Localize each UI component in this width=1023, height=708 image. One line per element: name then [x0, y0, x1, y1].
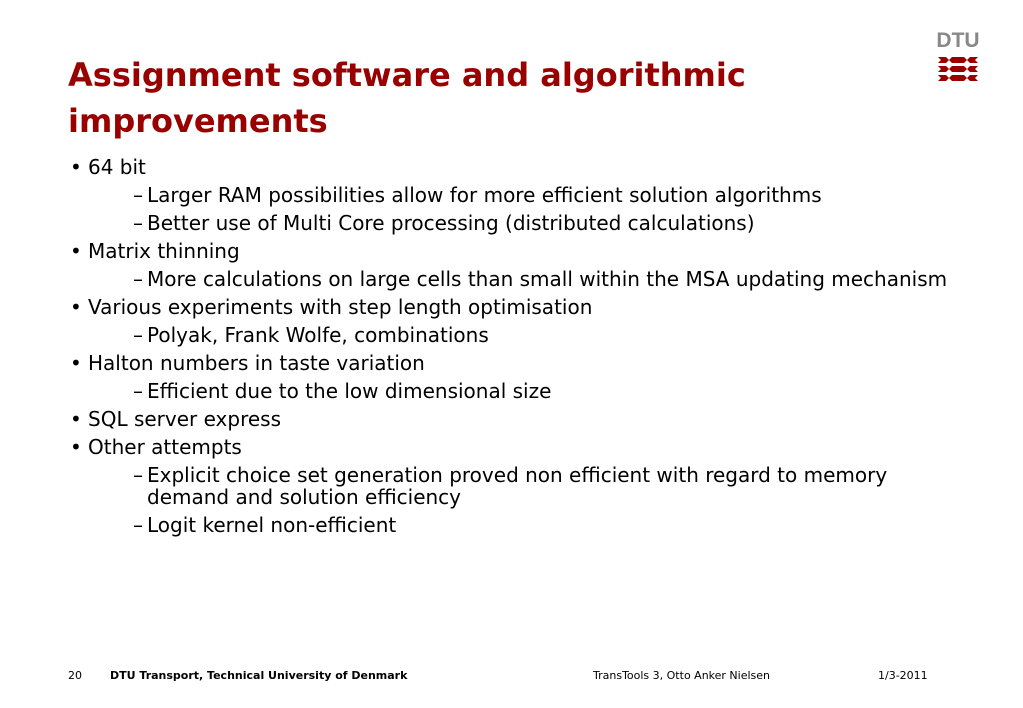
sub-bullet-marker: –	[133, 211, 143, 235]
sub-bullet-marker: –	[133, 379, 143, 403]
dtu-logo-icon	[936, 28, 980, 86]
bullet-marker: •	[70, 155, 82, 179]
sub-bullet-marker: –	[133, 183, 143, 207]
sub-bullet-item	[128, 380, 950, 402]
footer-page-number: 20	[68, 669, 82, 682]
bullet-list	[70, 156, 950, 542]
sub-bullet-list	[88, 184, 950, 234]
sub-bullet-item	[128, 514, 950, 536]
slide-title: Assignment software and algorithmic improvements	[68, 56, 746, 140]
sub-bullet-text: Explicit choice set generation proved non efficient with regard to memory demand and solution efficiency	[147, 463, 888, 509]
bullet-text: SQL server express	[88, 407, 282, 431]
footer-date: 1/3-2011	[878, 669, 928, 682]
sub-bullet-marker: –	[133, 513, 143, 537]
bullet-text: Halton numbers in taste variation	[88, 351, 425, 375]
bullet-marker: •	[70, 351, 82, 375]
logo-text: DTU	[936, 29, 980, 52]
sub-bullet-text: Logit kernel non-efficient	[147, 513, 397, 537]
bullet-text: Matrix thinning	[88, 239, 240, 263]
sub-bullet-list	[88, 324, 950, 346]
sub-bullet-list	[88, 380, 950, 402]
sub-bullet-marker: –	[133, 463, 143, 487]
sub-bullet-item	[128, 268, 950, 290]
sub-bullet-marker: –	[133, 323, 143, 347]
bullet-marker: •	[70, 407, 82, 431]
bullet-text: Other attempts	[88, 435, 242, 459]
bullet-item-step-length	[70, 296, 950, 346]
sub-bullet-item	[128, 464, 950, 508]
sub-bullet-text: Larger RAM possibilities allow for more efficient solution algorithms	[147, 183, 822, 207]
sub-bullet-text: More calculations on large cells than small within the MSA updating mechanism	[147, 267, 948, 291]
sub-bullet-text: Polyak, Frank Wolfe, combinations	[147, 323, 489, 347]
sub-bullet-text: Efficient due to the low dimensional size	[147, 379, 552, 403]
sub-bullet-item	[128, 184, 950, 206]
sub-bullet-marker: –	[133, 267, 143, 291]
bullet-item-sql-server	[70, 408, 950, 430]
bullet-item-other-attempts	[70, 436, 950, 536]
bullet-item-64-bit	[70, 156, 950, 234]
sub-bullet-item	[128, 212, 950, 234]
bullet-text: Various experiments with step length optimisation	[88, 295, 593, 319]
bullet-marker: •	[70, 239, 82, 263]
sub-bullet-item	[128, 324, 950, 346]
sub-bullet-list	[88, 268, 950, 290]
sub-bullet-text: Better use of Multi Core processing (distributed calculations)	[147, 211, 755, 235]
bullet-marker: •	[70, 295, 82, 319]
footer-presentation: TransTools 3, Otto Anker Nielsen	[593, 669, 771, 682]
bullet-item-halton-numbers	[70, 352, 950, 402]
sub-bullet-list	[88, 464, 950, 536]
bullet-item-matrix-thinning	[70, 240, 950, 290]
bullet-text: 64 bit	[88, 155, 146, 179]
bullet-marker: •	[70, 435, 82, 459]
footer-organization: DTU Transport, Technical University of Denmark	[110, 669, 408, 682]
